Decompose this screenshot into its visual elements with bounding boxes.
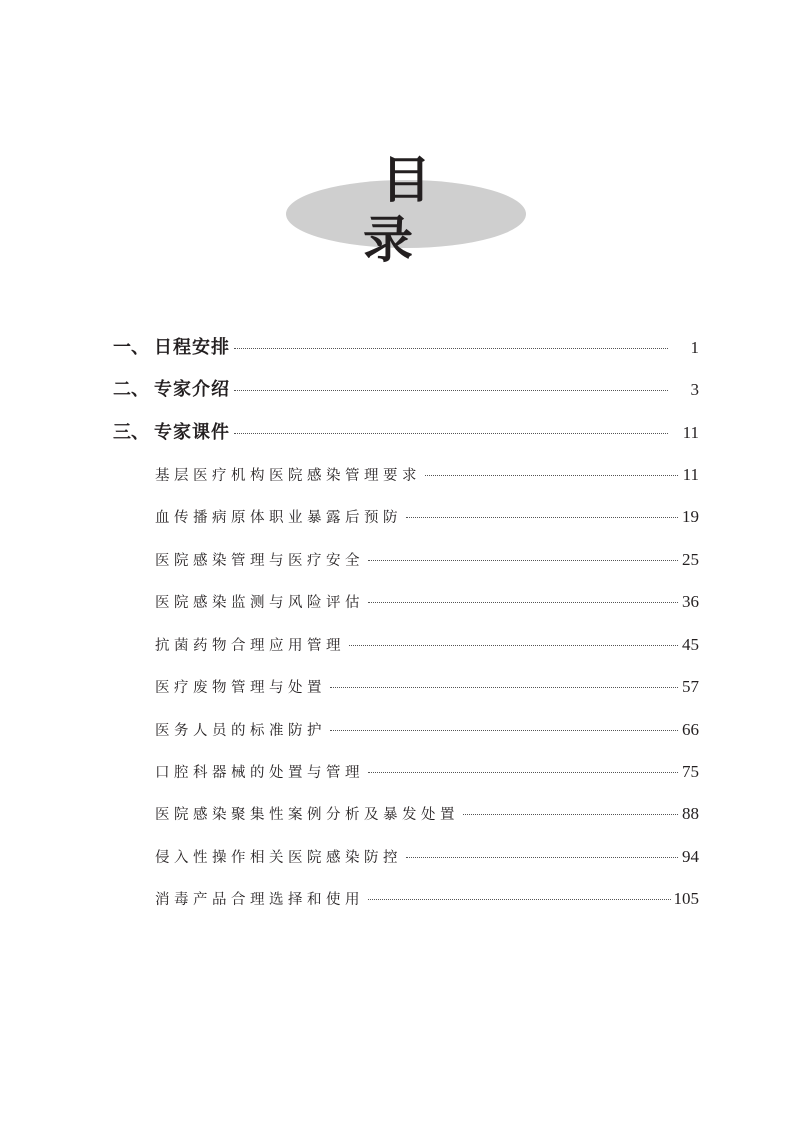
entry-label: 医院感染聚集性案例分析及暴发处置 [155,807,459,823]
entry-label: 侵入性操作相关医院感染防控 [155,850,402,866]
entry-label: 医务人员的标准防护 [155,723,326,739]
entry-label: 血传播病原体职业暴露后预防 [155,510,402,526]
section-number: 三、 [113,422,149,443]
dot-leader [234,432,668,434]
page-number: 45 [682,635,699,654]
page-number: 105 [673,889,699,908]
page-number: 3 [690,380,699,399]
dot-leader [368,771,678,773]
dot-leader [368,898,671,900]
page-title: 目 录 [363,150,467,269]
page-number: 25 [682,550,699,569]
page-number: 19 [682,507,699,526]
page-number: 94 [682,847,699,866]
toc-section-row[interactable] [113,334,699,362]
page-number: 75 [682,762,699,781]
toc-entry-row[interactable] [155,843,699,871]
section-label: 专家课件 [154,422,230,443]
dot-leader [234,347,668,349]
toc-section-row[interactable] [113,419,699,447]
entry-label: 基层医疗机构医院感染管理要求 [155,468,421,484]
toc-entry-row[interactable] [155,716,699,744]
entry-label: 医院感染监测与风险评估 [155,595,364,611]
entry-label: 医疗废物管理与处置 [155,680,326,696]
page-number: 36 [682,592,699,611]
toc-entry-row[interactable] [155,503,699,531]
dot-leader [425,474,678,476]
dot-leader [406,516,678,518]
toc-entry-row[interactable] [155,885,699,913]
page-number: 57 [682,677,699,696]
toc-title-block [286,150,526,269]
toc-section-row[interactable] [113,376,699,404]
toc-entry-row[interactable] [155,673,699,701]
entry-label: 医院感染管理与医疗安全 [155,553,364,569]
dot-leader [330,729,678,731]
toc-entry-row[interactable] [155,461,699,489]
section-number: 二、 [113,379,149,400]
toc-entry-row[interactable] [155,588,699,616]
section-number: 一、 [113,337,149,358]
dot-leader [234,389,668,391]
toc-entry-row[interactable] [155,758,699,786]
dot-leader [330,686,678,688]
entry-label: 口腔科器械的处置与管理 [155,765,364,781]
dot-leader [368,559,678,561]
page-number: 66 [682,720,699,739]
page-number: 1 [690,338,699,357]
toc-entry-row[interactable] [155,800,699,828]
section-label: 日程安排 [154,337,230,358]
dot-leader [368,601,678,603]
toc-entry-row[interactable] [155,631,699,659]
dot-leader [349,644,678,646]
page-number: 11 [682,465,699,484]
section-label: 专家介绍 [154,379,230,400]
dot-leader [406,856,678,858]
page-number: 88 [682,804,699,823]
dot-leader [463,813,678,815]
page-number: 11 [682,423,699,442]
entry-label: 抗菌药物合理应用管理 [155,638,345,654]
toc-entry-row[interactable] [155,546,699,574]
entry-label: 消毒产品合理选择和使用 [155,892,364,908]
